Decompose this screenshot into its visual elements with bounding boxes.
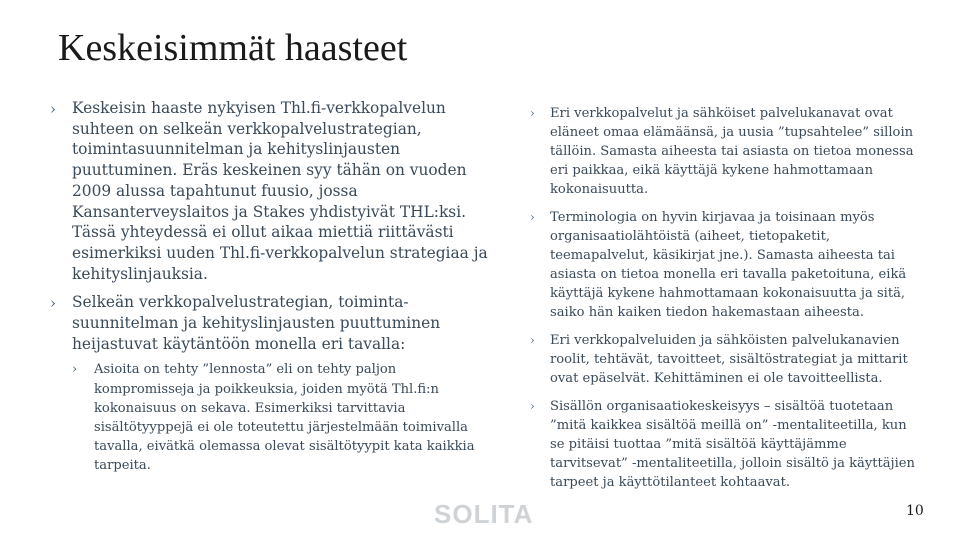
bullet-text: Eri verkkopalvelut ja sähköiset palvelukanavat ovat eläneet omaa elämäänsä, ja uusia ”tupsahtelee” silloin tällöin. Samasta aiheesta tai asiasta on tietoa monessa eri paikkaa, eikä käyttäjä kykene hahmottamaan kokonaisuutta. (550, 106, 914, 197)
bullet-text: Keskeisin haaste nykyisen Thl.fi-verkkopalvelun suhteen on selkeän verkkopalvelustrategian, toimintasuunnitelman ja kehityslinjausten puuttuminen. Eräs keskeinen syy tähän on vuoden 2009 alussa tapahtunut fuusio, jossa Kansanterveyslaitos ja Stakes yhdistyivät THL:ksi. Tässä yhteydessä ei ollut aikaa miettiä riittävästi esimerkiksi uuden Thl.fi-verkkopalvelun strategiaa ja kehityslinjauksia. (72, 99, 488, 283)
sub-bullet-item (72, 360, 488, 475)
chevron-right-icon: › (72, 362, 78, 378)
page-number: 10 (906, 503, 924, 519)
chevron-right-icon: › (530, 210, 535, 224)
solita-logo: SOLITA (434, 499, 534, 529)
chevron-right-icon: › (50, 100, 56, 118)
bullet-item (530, 104, 920, 199)
bullet-item (530, 397, 920, 492)
bullet-item (530, 208, 920, 322)
bullet-text: Selkeän verkkopalvelustrategian, toimintasuunnitelman ja kehityslinjausten puuttuminen heijastuvat käytäntöön monella eri tavalla: (72, 293, 441, 353)
slide-title: Keskeisimmät haasteet (58, 27, 408, 69)
bullet-text: Sisällön organisaatiokeskeisyys – sisältöä tuotetaan ”mitä kaikkea sisältöä meillä on” -mentaliteetilla, kun se pitäisi tuottaa ”mitä sisältöä käyttäjämme tarvitsevat” -mentaliteetilla, jolloin sisältö ja käyttäjien tarpeet ja käyttötilanteet kohtaavat. (550, 399, 915, 490)
chevron-right-icon: › (530, 399, 535, 413)
bullet-text: Eri verkkopalveluiden ja sähköisten palvelukanavien roolit, tehtävät, tavoitteet, sisältöstrategiat ja mittarit ovat epäselvät. Kehittäminen ei ole tavoitteellista. (550, 333, 908, 386)
bullet-text: Terminologia on hyvin kirjavaa ja toisinaan myös organisaatiolähtöistä (aiheet, tietopaketit, teemapalvelut, käsikirjat jne.). Samasta aiheesta tai asiasta on tietoa monella eri tavalla paketoituna, eikä käyttäjä kykene hahmottamaan kokonaisuutta ja sitä, saiko hän kaiken tiedon hakemastaan aiheesta. (550, 210, 907, 320)
bullet-item (50, 98, 488, 284)
right-column (530, 104, 920, 501)
sub-bullet-text: Asioita on tehty ”lennosta” eli on tehty paljon kompromisseja ja poikkeuksia, joiden myötä Thl.fi:n kokonaisuus on sekava. Esimerkiksi tarvittavia sisältötyyppejä ei ole toteutettu järjestelmään toimivalla tavalla, eivätkä olemassa olevat sisältötyypit kata kaikkia tarpeita. (94, 362, 475, 474)
chevron-right-icon: › (530, 333, 535, 347)
chevron-right-icon: › (530, 106, 535, 120)
left-column (50, 98, 488, 484)
chevron-right-icon: › (50, 294, 56, 313)
bullet-item (530, 331, 920, 388)
bullet-item (50, 292, 488, 475)
